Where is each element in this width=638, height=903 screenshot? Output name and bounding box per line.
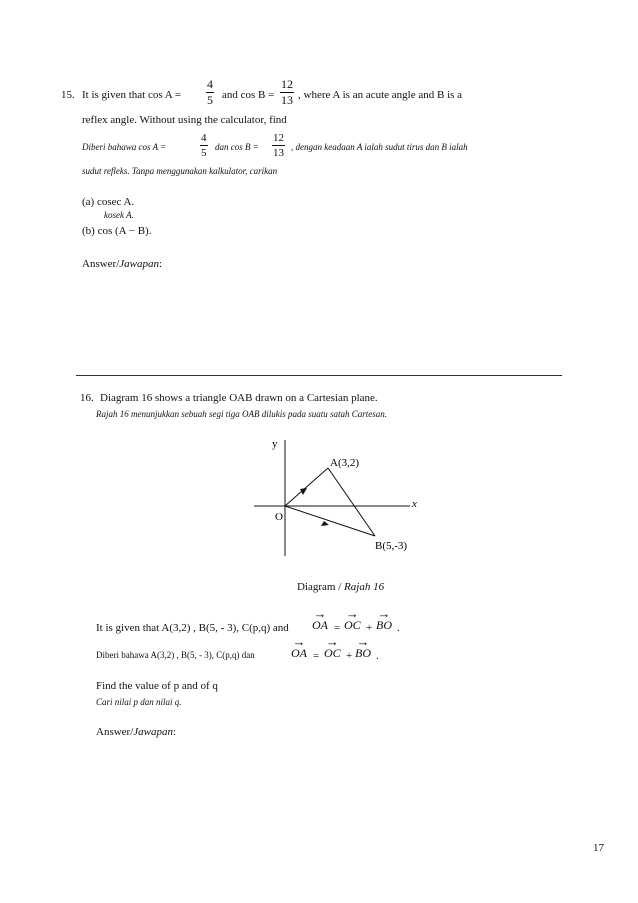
diagram-caption <box>297 581 384 593</box>
q15-fraction-cos-b <box>280 77 294 108</box>
vector-bo-en <box>376 606 392 632</box>
q16-answer-label <box>96 726 176 738</box>
vector-bo-label: BO <box>355 646 371 660</box>
plus-sign-ms: + <box>346 650 353 662</box>
q15-part-b: (b) cos (A − B). <box>82 225 152 237</box>
vector-oc-label: OC <box>324 646 341 660</box>
vector-oa-label: OA <box>291 646 307 660</box>
vector-oa-en <box>312 606 328 632</box>
q15-frac-b-denominator: 13 <box>281 93 293 107</box>
vector-oa-label: OA <box>312 618 328 632</box>
page-number: 17 <box>593 842 604 854</box>
q16-answer-ms: Jawapan <box>133 726 174 738</box>
side-ab <box>328 468 375 536</box>
diagram-caption-ms: Rajah 16 <box>344 581 385 593</box>
equals-sign-en: = <box>334 622 341 634</box>
q15-answer-ms: Jawapan <box>119 258 160 270</box>
q15-answer-label <box>82 258 162 270</box>
q15-text-ms-part2: dan cos B = <box>215 142 259 152</box>
q15-part-a: (a) cosec A. <box>82 196 135 208</box>
plus-sign-en: + <box>366 622 373 634</box>
vector-oc-label: OC <box>344 618 361 632</box>
q15-text-en-part2: and cos B = <box>222 89 275 101</box>
vector-oc-ms <box>324 634 341 660</box>
q15-fraction-cos-b-ms <box>272 131 285 160</box>
q16-given-ms: Diberi bahawa A(3,2) , B(5, - 3), C(p,q) dan <box>96 650 255 660</box>
q16-find-ms: Cari nilai p dan nilai q. <box>96 697 182 707</box>
y-axis-label: y <box>272 438 278 450</box>
q16-number: 16. <box>80 392 94 404</box>
q16-text-en: Diagram 16 shows a triangle OAB drawn on a Cartesian plane. <box>100 392 378 404</box>
section-divider <box>76 375 562 376</box>
q16-text-ms: Rajah 16 menunjukkan sebuah segi tiga OAB dilukis pada suatu satah Cartesan. <box>96 409 387 419</box>
q15-frac-a-denominator: 5 <box>207 93 213 107</box>
q15-answer-colon: : <box>159 258 163 270</box>
q15-text-ms-line2: sudut refleks. Tanpa menggunakan kalkulator, carikan <box>82 166 278 176</box>
vector-oc-en <box>344 606 361 632</box>
q15-frac-a-numerator: 4 <box>207 77 213 91</box>
q15-text-en-part1: It is given that cos A = <box>82 89 182 101</box>
equals-sign-ms: = <box>313 650 320 662</box>
q15-fraction-cos-a-ms <box>200 131 208 160</box>
q15-text-ms-part3: , dengan keadaan A ialah sudut tirus dan B ialah <box>291 142 468 152</box>
side-ob <box>285 506 375 536</box>
vector-bo-label: BO <box>376 618 392 632</box>
vector-arrow-icon: → <box>345 606 359 621</box>
q15-text-ms-part1: Diberi bahawa cos A = <box>82 142 167 152</box>
q15-number: 15. <box>61 89 75 101</box>
q15-ms-frac-a-denominator: 5 <box>201 147 207 159</box>
vector-arrow-icon: → <box>356 634 370 649</box>
arrowhead-ob <box>321 521 329 526</box>
q16-given-en: It is given that A(3,2) , B(5, - 3), C(p,q) and <box>96 622 289 634</box>
q16-answer-colon: : <box>173 726 177 738</box>
q15-answer-en: Answer/ <box>82 258 120 270</box>
vector-arrow-icon: → <box>292 634 306 649</box>
q15-text-en-part3: , where A is an acute angle and B is a <box>298 89 463 101</box>
q15-frac-b-numerator: 12 <box>281 77 293 91</box>
q15-ms-frac-a-numerator: 4 <box>201 132 207 144</box>
point-a-label: A(3,2) <box>330 457 360 469</box>
q15-ms-frac-b-denominator: 13 <box>273 147 284 159</box>
q15-text-en-line2: reflex angle. Without using the calculator, find <box>82 114 287 126</box>
point-b-label: B(5,-3) <box>375 540 408 552</box>
q16-answer-en: Answer/ <box>96 726 134 738</box>
period-en: . <box>397 622 400 634</box>
period-ms: . <box>376 650 379 662</box>
vector-arrow-icon: → <box>313 606 327 621</box>
side-oa <box>285 468 328 506</box>
vector-arrow-icon: → <box>325 634 339 649</box>
q16-find-en: Find the value of p and of q <box>96 680 218 692</box>
q15-part-a-ms: kosek A. <box>104 210 134 220</box>
q15-fraction-cos-a <box>206 77 214 108</box>
vector-arrow-icon: → <box>377 606 391 621</box>
origin-label: O <box>275 511 283 523</box>
diagram-16-cartesian-plane <box>240 430 440 560</box>
vector-bo-ms <box>355 634 371 660</box>
vector-oa-ms <box>291 634 307 660</box>
diagram-caption-en: Diagram / <box>297 581 345 593</box>
q15-ms-frac-b-numerator: 12 <box>273 132 284 144</box>
x-axis-label: x <box>412 498 417 510</box>
